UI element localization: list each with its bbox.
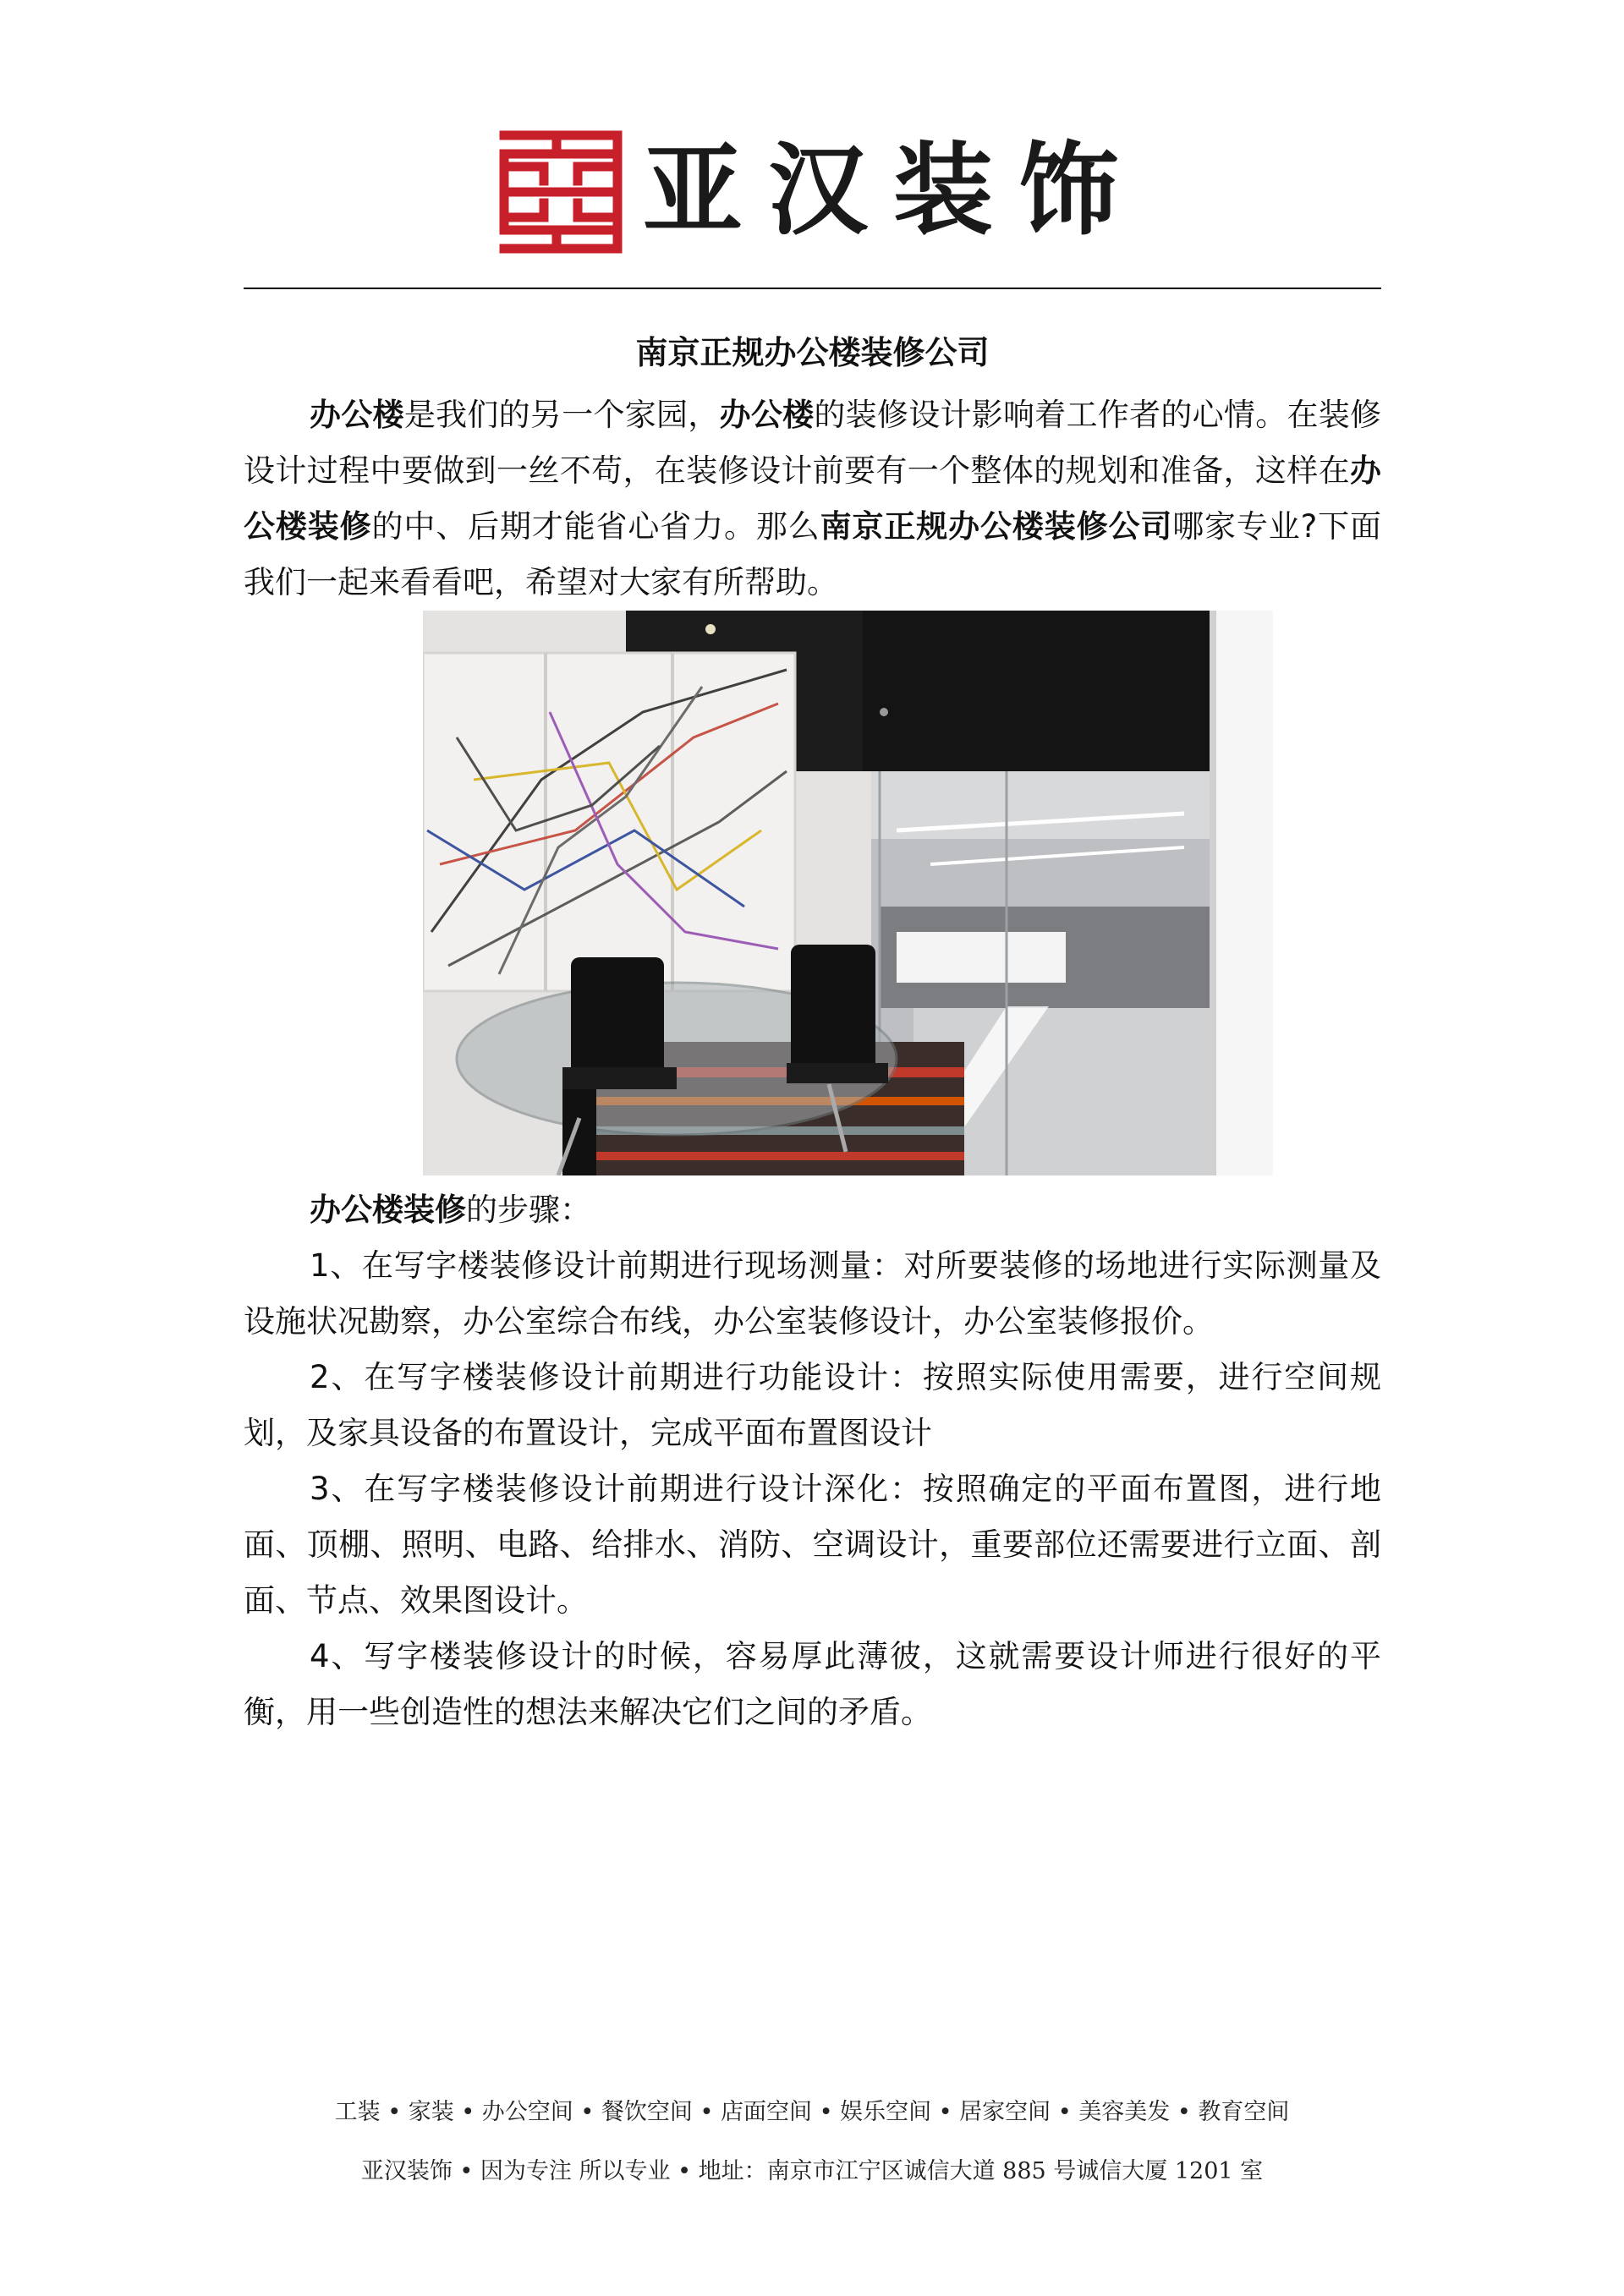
footer-services: 工装 • 家装 • 办公空间 • 餐饮空间 • 店面空间 • 娱乐空间 • 居家空间 • 美容美发 • 教育空间: [334, 2099, 1290, 2125]
intro-text: 哪家专业?下面我们一起来看看吧，希望对大家有所帮助。: [244, 508, 1382, 600]
steps-heading-text: 的步骤：: [466, 1192, 591, 1228]
intro-text: 是我们的另一个家园，: [403, 397, 720, 433]
red-chinese-knot-logo-icon: [497, 129, 624, 255]
step-paragraph: 1、在写字楼装修设计前期进行现场测量：对所要装修的场地进行实际测量及设施状况勘察，办公室综合布线，办公室装修设计，办公室装修报价。: [244, 1247, 1381, 1340]
article-title: 南京正规办公楼装修公司: [635, 334, 990, 371]
step-paragraph: 3、在写字楼装修设计前期进行设计深化：按照确定的平面布置图，进行地面、顶棚、照明、电路、给排水、消防、空调设计，重要部位还需要进行立面、剖面、节点、效果图设计。: [244, 1471, 1381, 1619]
keyword-bold: 办公楼: [310, 397, 404, 433]
step-paragraph: 2、在写字楼装修设计前期进行功能设计：按照实际使用需要，进行空间规划，及家具设备的布置设计，完成平面布置图设计: [244, 1359, 1381, 1451]
step-paragraph: 4、写字楼装修设计的时候，容易厚此薄彼，这就需要设计师进行很好的平衡，用一些创造性的想法来解决它们之间的矛盾。: [244, 1638, 1381, 1730]
header-divider: [244, 288, 1381, 289]
keyword-bold: 办公楼: [719, 397, 815, 433]
footer-contact: 亚汉装饰 • 因为专注 所以专业 • 地址：南京市江宁区诚信大道 885 号诚信大厦 1201 室: [360, 2158, 1264, 2184]
intro-paragraph: [244, 387, 1381, 611]
steps-heading: [244, 1182, 1381, 1238]
keyword-bold: 办公楼装修: [310, 1192, 466, 1228]
office-meeting-room-photo: [423, 611, 1273, 1175]
brand-name: 亚汉装饰: [643, 132, 1144, 249]
intro-text: 的中、后期才能省心省力。那么: [371, 508, 820, 545]
keyword-bold: 办公楼装修: [244, 452, 1381, 545]
keyword-bold: 南京正规办公楼装修公司: [820, 508, 1173, 545]
intro-text: 的装修设计影响着工作者的心情。在装修设计过程中要做到一丝不苟，在装修设计前要有一个整体的规划和准备，这样在: [244, 397, 1382, 489]
